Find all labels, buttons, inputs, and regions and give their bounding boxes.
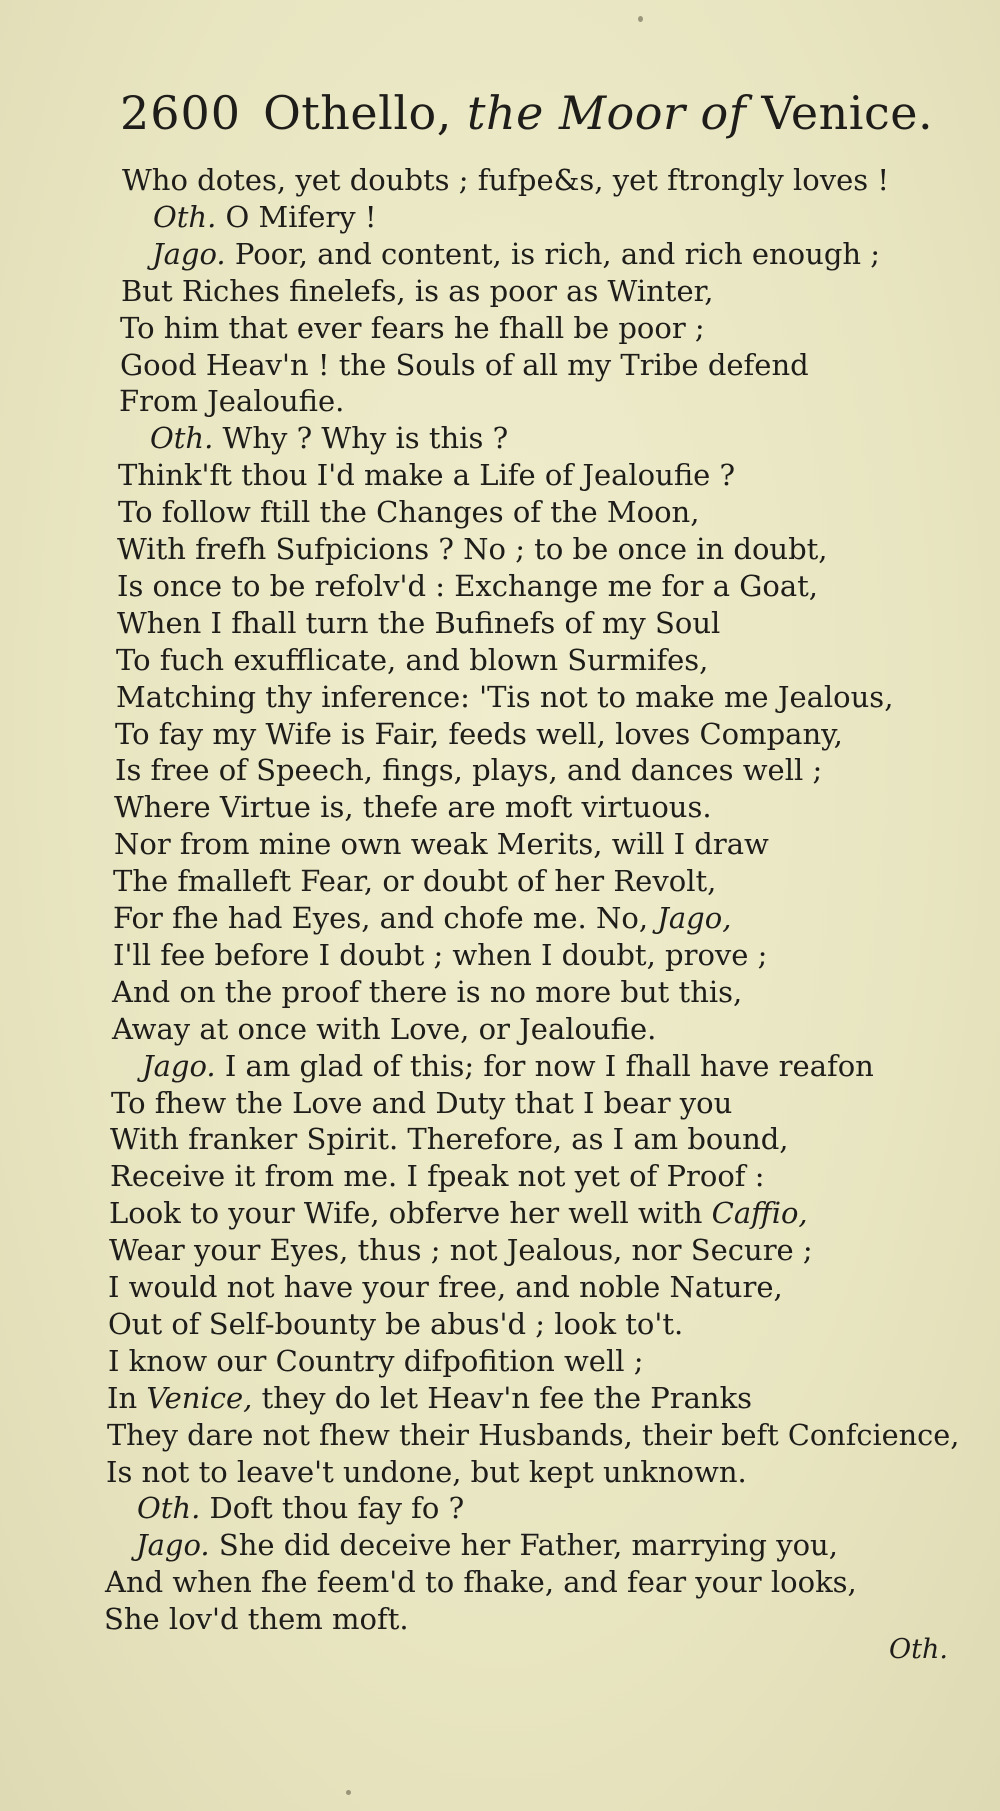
line-text: From Jealoufie. xyxy=(119,384,345,418)
speaker-name: Oth. xyxy=(137,1491,201,1525)
verse-line xyxy=(116,642,708,678)
verse-line xyxy=(113,900,731,936)
print-speck xyxy=(346,1790,351,1795)
verse-line xyxy=(120,347,809,383)
line-text: Why ? Why is this ? xyxy=(213,421,509,455)
speech-line xyxy=(142,1048,874,1084)
verse-line xyxy=(114,789,712,825)
verse-line xyxy=(108,1269,783,1305)
line-text: To fay my Wife is Fair, feeds well, loves Company, xyxy=(115,717,843,751)
italic-name: Jago, xyxy=(657,901,732,935)
line-text: To follow ftill the Changes of the Moon, xyxy=(118,495,700,529)
line-text: Away at once with Love, or Jealoufie. xyxy=(112,1012,657,1046)
verse-line xyxy=(107,1417,959,1453)
line-text: To him that ever fears he fhall be poor ; xyxy=(120,311,705,345)
verse-line xyxy=(119,383,344,419)
verse-line xyxy=(121,273,714,309)
line-text: Where Virtue is, thefe are moft virtuous. xyxy=(114,790,712,824)
line-text: Out of Self-bounty be abus'd ; look to't. xyxy=(108,1307,684,1341)
line-text: Poor, and content, is rich, and rich enough ; xyxy=(225,237,881,271)
line-text: In xyxy=(107,1381,147,1415)
line-text: Good Heav'n ! the Souls of all my Tribe defend xyxy=(120,348,809,382)
line-text: Is once to be refolv'd : Exchange me for a Goat, xyxy=(117,569,819,603)
speech-line xyxy=(153,199,377,235)
verse-line xyxy=(120,310,705,346)
line-text-continued: they do let Heav'n fee the Pranks xyxy=(252,1381,753,1415)
line-text: When I fhall turn the Bufinefs of my Soul xyxy=(117,606,721,640)
line-text: And when fhe feem'd to fhake, and fear your looks, xyxy=(105,1565,857,1599)
page-number: 2600 xyxy=(120,86,242,140)
verse-line xyxy=(118,457,735,493)
line-text: Receive it from me. I fpeak not yet of Proof : xyxy=(110,1159,765,1193)
verse-line xyxy=(117,531,828,567)
catchword: Oth. xyxy=(889,1634,948,1665)
verse-line xyxy=(117,568,818,604)
verse-line xyxy=(106,1454,747,1490)
line-text: With franker Spirit. Therefore, as I am bound, xyxy=(110,1122,789,1156)
line-text: Matching thy inference: 'Tis not to make me Jealous, xyxy=(116,680,894,714)
running-head xyxy=(120,86,933,140)
line-text: Think'ft thou I'd make a Life of Jealoufie ? xyxy=(118,458,736,492)
line-text: Look to your Wife, obferve her well with xyxy=(109,1196,712,1230)
line-text: Doft thou fay fo ? xyxy=(200,1491,465,1525)
italic-name: Venice, xyxy=(146,1381,253,1415)
line-text: They dare not fhew their Husbands, their beft Confcience, xyxy=(107,1418,960,1452)
title-othello: Othello, xyxy=(263,86,452,140)
speaker-name: Oth. xyxy=(150,421,214,455)
line-text: Who dotes, yet doubts ; fufpe&s, yet ftrongly loves ! xyxy=(122,163,890,197)
line-text: Is free of Speech, fings, plays, and dances well ; xyxy=(115,753,823,787)
line-text: With frefh Sufpicions ? No ; to be once in doubt, xyxy=(117,532,828,566)
speaker-name: Jago. xyxy=(142,1049,216,1083)
verse-line xyxy=(114,826,769,862)
line-text: O Mifery ! xyxy=(216,200,377,234)
verse-line xyxy=(108,1306,683,1342)
verse-line xyxy=(113,937,767,973)
line-text: I know our Country difpofition well ; xyxy=(108,1344,644,1378)
line-text: And on the proof there is no more but this, xyxy=(112,975,743,1009)
speech-line xyxy=(150,420,508,456)
line-text: To fhew the Love and Duty that I bear you xyxy=(111,1086,733,1120)
verse-line xyxy=(105,1564,857,1600)
verse-line xyxy=(117,605,720,641)
verse-line xyxy=(115,752,822,788)
line-text: For fhe had Eyes, and chofe me. No, xyxy=(113,901,658,935)
speech-line xyxy=(137,1490,464,1526)
line-text: She lov'd them moft. xyxy=(104,1602,409,1636)
speaker-name: Jago. xyxy=(152,237,226,271)
line-text: I'll fee before I doubt ; when I doubt, prove ; xyxy=(113,938,768,972)
line-text: Wear your Eyes, thus ; not Jealous, nor Secure ; xyxy=(109,1233,813,1267)
print-speck xyxy=(638,16,643,22)
verse-line xyxy=(110,1158,765,1194)
line-text: I am glad of this; for now I fhall have reafon xyxy=(215,1049,874,1083)
line-text: But Riches finelefs, is as poor as Winter, xyxy=(121,274,714,308)
verse-line xyxy=(110,1121,789,1157)
verse-line xyxy=(116,679,893,715)
verse-line xyxy=(111,1085,732,1121)
speech-line xyxy=(152,236,880,272)
speaker-name: Jago. xyxy=(136,1528,210,1562)
verse-line xyxy=(122,162,889,198)
verse-line xyxy=(112,1011,656,1047)
title-venice: Venice. xyxy=(761,86,934,140)
speech-line xyxy=(136,1527,838,1563)
verse-line xyxy=(107,1380,752,1416)
verse-line xyxy=(109,1195,808,1231)
verse-line xyxy=(118,494,699,530)
verse-line xyxy=(113,863,716,899)
verse-line xyxy=(109,1232,813,1268)
verse-line xyxy=(115,716,843,752)
line-text: She did deceive her Father, marrying you, xyxy=(209,1528,838,1562)
line-text: Nor from mine own weak Merits, will I draw xyxy=(114,827,769,861)
line-text: I would not have your free, and noble Nature, xyxy=(108,1270,783,1304)
italic-name: Caffio, xyxy=(711,1196,808,1230)
line-text: The fmalleft Fear, or doubt of her Revolt, xyxy=(113,864,717,898)
title-the-moor-of: the Moor of xyxy=(467,86,747,140)
verse-line xyxy=(104,1601,409,1637)
speaker-name: Oth. xyxy=(153,200,217,234)
verse-line xyxy=(108,1343,644,1379)
line-text: Is not to leave't undone, but kept unknown. xyxy=(106,1455,747,1489)
verse-line xyxy=(112,974,742,1010)
line-text: To fuch exufflicate, and blown Surmifes, xyxy=(116,643,709,677)
